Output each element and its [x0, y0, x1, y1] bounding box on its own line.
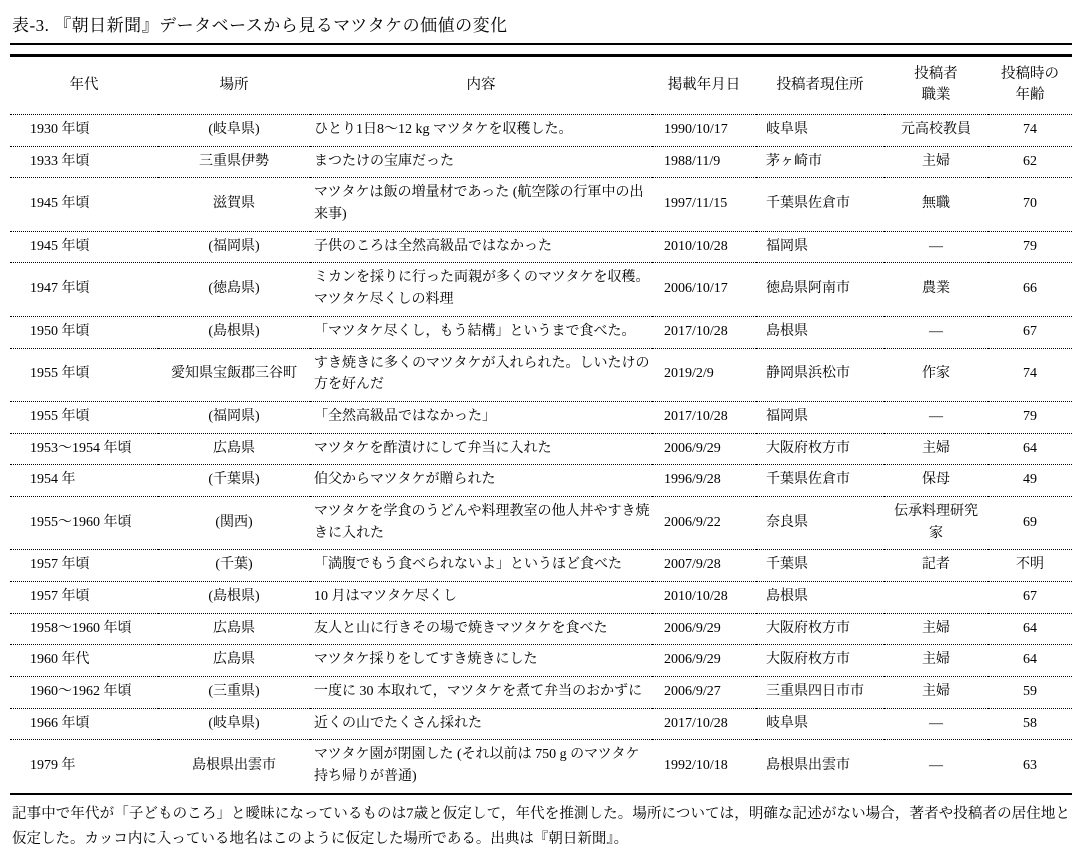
cell-age: 79 [988, 401, 1072, 433]
header-occupation [884, 56, 988, 115]
cell-era: 1930 年頃 [10, 115, 158, 147]
cell-occupation: 主婦 [884, 613, 988, 645]
cell-content: マツタケは飯の増量材であった (航空隊の行軍中の出来事) [310, 178, 652, 231]
table-row [10, 433, 1072, 465]
cell-residence: 大阪府枚方市 [756, 433, 884, 465]
cell-date: 2010/10/28 [652, 231, 756, 263]
cell-residence: 千葉県佐倉市 [756, 178, 884, 231]
table-row [10, 740, 1072, 794]
cell-era: 1960 年代 [10, 645, 158, 677]
cell-era: 1953〜1954 年頃 [10, 433, 158, 465]
table-row [10, 401, 1072, 433]
cell-content: マツタケを酢漬けにして弁当に入れた [310, 433, 652, 465]
table-row [10, 582, 1072, 614]
table-row [10, 348, 1072, 401]
cell-content: 「全然高級品ではなかった」 [310, 401, 652, 433]
cell-date: 2006/9/29 [652, 645, 756, 677]
cell-date: 2006/9/22 [652, 496, 756, 549]
cell-place: 広島県 [158, 433, 310, 465]
cell-era: 1957 年頃 [10, 582, 158, 614]
cell-era: 1933 年頃 [10, 146, 158, 178]
cell-content: 近くの山でたくさん採れた [310, 708, 652, 740]
footnote: 記事中で年代が「子どものころ」と曖昧になっているものは7歳と仮定して，年代を推測した。場所については，明確な記述がない場合，著者や投稿者の居住地と仮定した。カッコ内に入っている地名はこのように仮定した場所である。出典は『朝日新聞』。 [12, 805, 1070, 847]
cell-age: 49 [988, 465, 1072, 497]
cell-residence: 茅ヶ崎市 [756, 146, 884, 178]
table-row [10, 708, 1072, 740]
cell-occupation: 作家 [884, 348, 988, 401]
cell-occupation: 主婦 [884, 677, 988, 709]
cell-age: 74 [988, 348, 1072, 401]
cell-era: 1954 年 [10, 465, 158, 497]
cell-date: 1992/10/18 [652, 740, 756, 794]
cell-content: すき焼きに多くのマツタケが入れられた。しいたけの方を好んだ [310, 348, 652, 401]
cell-date: 1988/11/9 [652, 146, 756, 178]
cell-place: (福岡県) [158, 401, 310, 433]
cell-place: 島根県出雲市 [158, 740, 310, 794]
table-row [10, 645, 1072, 677]
cell-place: 広島県 [158, 645, 310, 677]
cell-age: 67 [988, 316, 1072, 348]
cell-content: 子供のころは全然高級品ではなかった [310, 231, 652, 263]
cell-era: 1955〜1960 年頃 [10, 496, 158, 549]
cell-era: 1960〜1962 年頃 [10, 677, 158, 709]
cell-place: (島根県) [158, 582, 310, 614]
table-row [10, 496, 1072, 549]
cell-residence: 島根県 [756, 582, 884, 614]
cell-residence: 三重県四日市市 [756, 677, 884, 709]
table-row [10, 465, 1072, 497]
cell-date: 2007/9/28 [652, 550, 756, 582]
cell-date: 2006/9/29 [652, 433, 756, 465]
cell-occupation: — [884, 401, 988, 433]
header-age-line1: 投稿時の [1001, 66, 1059, 82]
cell-age: 69 [988, 496, 1072, 549]
cell-age: 67 [988, 582, 1072, 614]
cell-content: 友人と山に行きその場で焼きマツタケを食べた [310, 613, 652, 645]
table-body [10, 115, 1072, 794]
cell-date: 2010/10/28 [652, 582, 756, 614]
header-age [988, 56, 1072, 115]
header-era: 年代 [10, 56, 158, 115]
cell-age: 70 [988, 178, 1072, 231]
cell-age: 不明 [988, 550, 1072, 582]
cell-place: 愛知県宝飯郡三谷町 [158, 348, 310, 401]
cell-date: 2006/10/17 [652, 263, 756, 316]
cell-residence: 福岡県 [756, 231, 884, 263]
table-row [10, 316, 1072, 348]
cell-era: 1945 年頃 [10, 178, 158, 231]
header-age-line2: 年齢 [1015, 87, 1045, 104]
cell-content: ひとり1日8〜12 kg マツタケを収穫した。 [310, 115, 652, 147]
table-row [10, 550, 1072, 582]
cell-age: 79 [988, 231, 1072, 263]
cell-era: 1979 年 [10, 740, 158, 794]
cell-date: 1996/9/28 [652, 465, 756, 497]
cell-era: 1947 年頃 [10, 263, 158, 316]
cell-date: 1997/11/15 [652, 178, 756, 231]
cell-age: 58 [988, 708, 1072, 740]
cell-occupation: 主婦 [884, 433, 988, 465]
cell-age: 64 [988, 433, 1072, 465]
cell-date: 1990/10/17 [652, 115, 756, 147]
cell-place: 三重県伊勢 [158, 146, 310, 178]
cell-age: 63 [988, 740, 1072, 794]
table-row [10, 115, 1072, 147]
cell-content: 伯父からマツタケが贈られた [310, 465, 652, 497]
cell-occupation: 主婦 [884, 146, 988, 178]
cell-occupation: — [884, 316, 988, 348]
cell-occupation: — [884, 740, 988, 794]
cell-content: 「満腹でもう食べられないよ」というほど食べた [310, 550, 652, 582]
cell-era: 1966 年頃 [10, 708, 158, 740]
table-row [10, 231, 1072, 263]
table-title: 表-3. 『朝日新聞』データベースから見るマツタケの価値の変化 [10, 8, 1072, 45]
header-residence: 投稿者現住所 [756, 56, 884, 115]
cell-residence: 島根県出雲市 [756, 740, 884, 794]
cell-occupation: 農業 [884, 263, 988, 316]
cell-residence: 千葉県佐倉市 [756, 465, 884, 497]
table-header-row [10, 56, 1072, 115]
cell-place: (岐阜県) [158, 115, 310, 147]
cell-age: 62 [988, 146, 1072, 178]
cell-date: 2019/2/9 [652, 348, 756, 401]
table-row [10, 613, 1072, 645]
header-date: 掲載年月日 [652, 56, 756, 115]
cell-content: まつたけの宝庫だった [310, 146, 652, 178]
cell-occupation: 主婦 [884, 645, 988, 677]
cell-occupation: 記者 [884, 550, 988, 582]
cell-content: マツタケ採りをしてすき焼きにした [310, 645, 652, 677]
table-row [10, 263, 1072, 316]
cell-age: 59 [988, 677, 1072, 709]
cell-age: 64 [988, 613, 1072, 645]
cell-occupation: 伝承料理研究家 [884, 496, 988, 549]
cell-occupation: 元高校教員 [884, 115, 988, 147]
cell-place: 広島県 [158, 613, 310, 645]
cell-age: 64 [988, 645, 1072, 677]
cell-date: 2017/10/28 [652, 708, 756, 740]
cell-era: 1955 年頃 [10, 348, 158, 401]
header-occupation-line2: 職業 [921, 87, 951, 104]
cell-residence: 大阪府枚方市 [756, 613, 884, 645]
cell-era: 1958〜1960 年頃 [10, 613, 158, 645]
cell-place: (福岡県) [158, 231, 310, 263]
table-row [10, 178, 1072, 231]
cell-date: 2006/9/29 [652, 613, 756, 645]
cell-age: 66 [988, 263, 1072, 316]
cell-content: マツタケを学食のうどんや料理教室の他人丼やすき焼きに入れた [310, 496, 652, 549]
cell-place: (岐阜県) [158, 708, 310, 740]
cell-place: (徳島県) [158, 263, 310, 316]
header-content: 内容 [310, 56, 652, 115]
cell-occupation: — [884, 231, 988, 263]
cell-place: (関西) [158, 496, 310, 549]
cell-place: (千葉県) [158, 465, 310, 497]
cell-content: 「マツタケ尽くし，もう結構」というまで食べた。 [310, 316, 652, 348]
cell-occupation: 無職 [884, 178, 988, 231]
cell-residence: 岐阜県 [756, 115, 884, 147]
cell-age: 74 [988, 115, 1072, 147]
cell-place: (島根県) [158, 316, 310, 348]
cell-residence: 福岡県 [756, 401, 884, 433]
matsutake-value-table [10, 54, 1072, 795]
cell-content: マツタケ園が閉園した (それ以前は 750 g のマツタケ持ち帰りが普通) [310, 740, 652, 794]
table-row [10, 677, 1072, 709]
cell-place: 滋賀県 [158, 178, 310, 231]
cell-residence: 徳島県阿南市 [756, 263, 884, 316]
header-place: 場所 [158, 56, 310, 115]
cell-occupation: — [884, 708, 988, 740]
cell-content: 10 月はマツタケ尽くし [310, 582, 652, 614]
cell-residence: 島根県 [756, 316, 884, 348]
cell-place: (千葉) [158, 550, 310, 582]
table-row [10, 146, 1072, 178]
cell-content: 一度に 30 本取れて，マツタケを煮て弁当のおかずに [310, 677, 652, 709]
cell-date: 2017/10/28 [652, 401, 756, 433]
cell-occupation [884, 582, 988, 614]
cell-residence: 大阪府枚方市 [756, 645, 884, 677]
cell-content: ミカンを採りに行った両親が多くのマツタケを収穫。マツタケ尽くしの料理 [310, 263, 652, 316]
cell-residence: 岐阜県 [756, 708, 884, 740]
cell-era: 1950 年頃 [10, 316, 158, 348]
cell-occupation: 保母 [884, 465, 988, 497]
cell-residence: 奈良県 [756, 496, 884, 549]
cell-era: 1955 年頃 [10, 401, 158, 433]
cell-era: 1945 年頃 [10, 231, 158, 263]
header-occupation-line1: 投稿者 [914, 66, 958, 82]
cell-residence: 静岡県浜松市 [756, 348, 884, 401]
cell-era: 1957 年頃 [10, 550, 158, 582]
cell-place: (三重県) [158, 677, 310, 709]
cell-date: 2006/9/27 [652, 677, 756, 709]
cell-date: 2017/10/28 [652, 316, 756, 348]
cell-residence: 千葉県 [756, 550, 884, 582]
